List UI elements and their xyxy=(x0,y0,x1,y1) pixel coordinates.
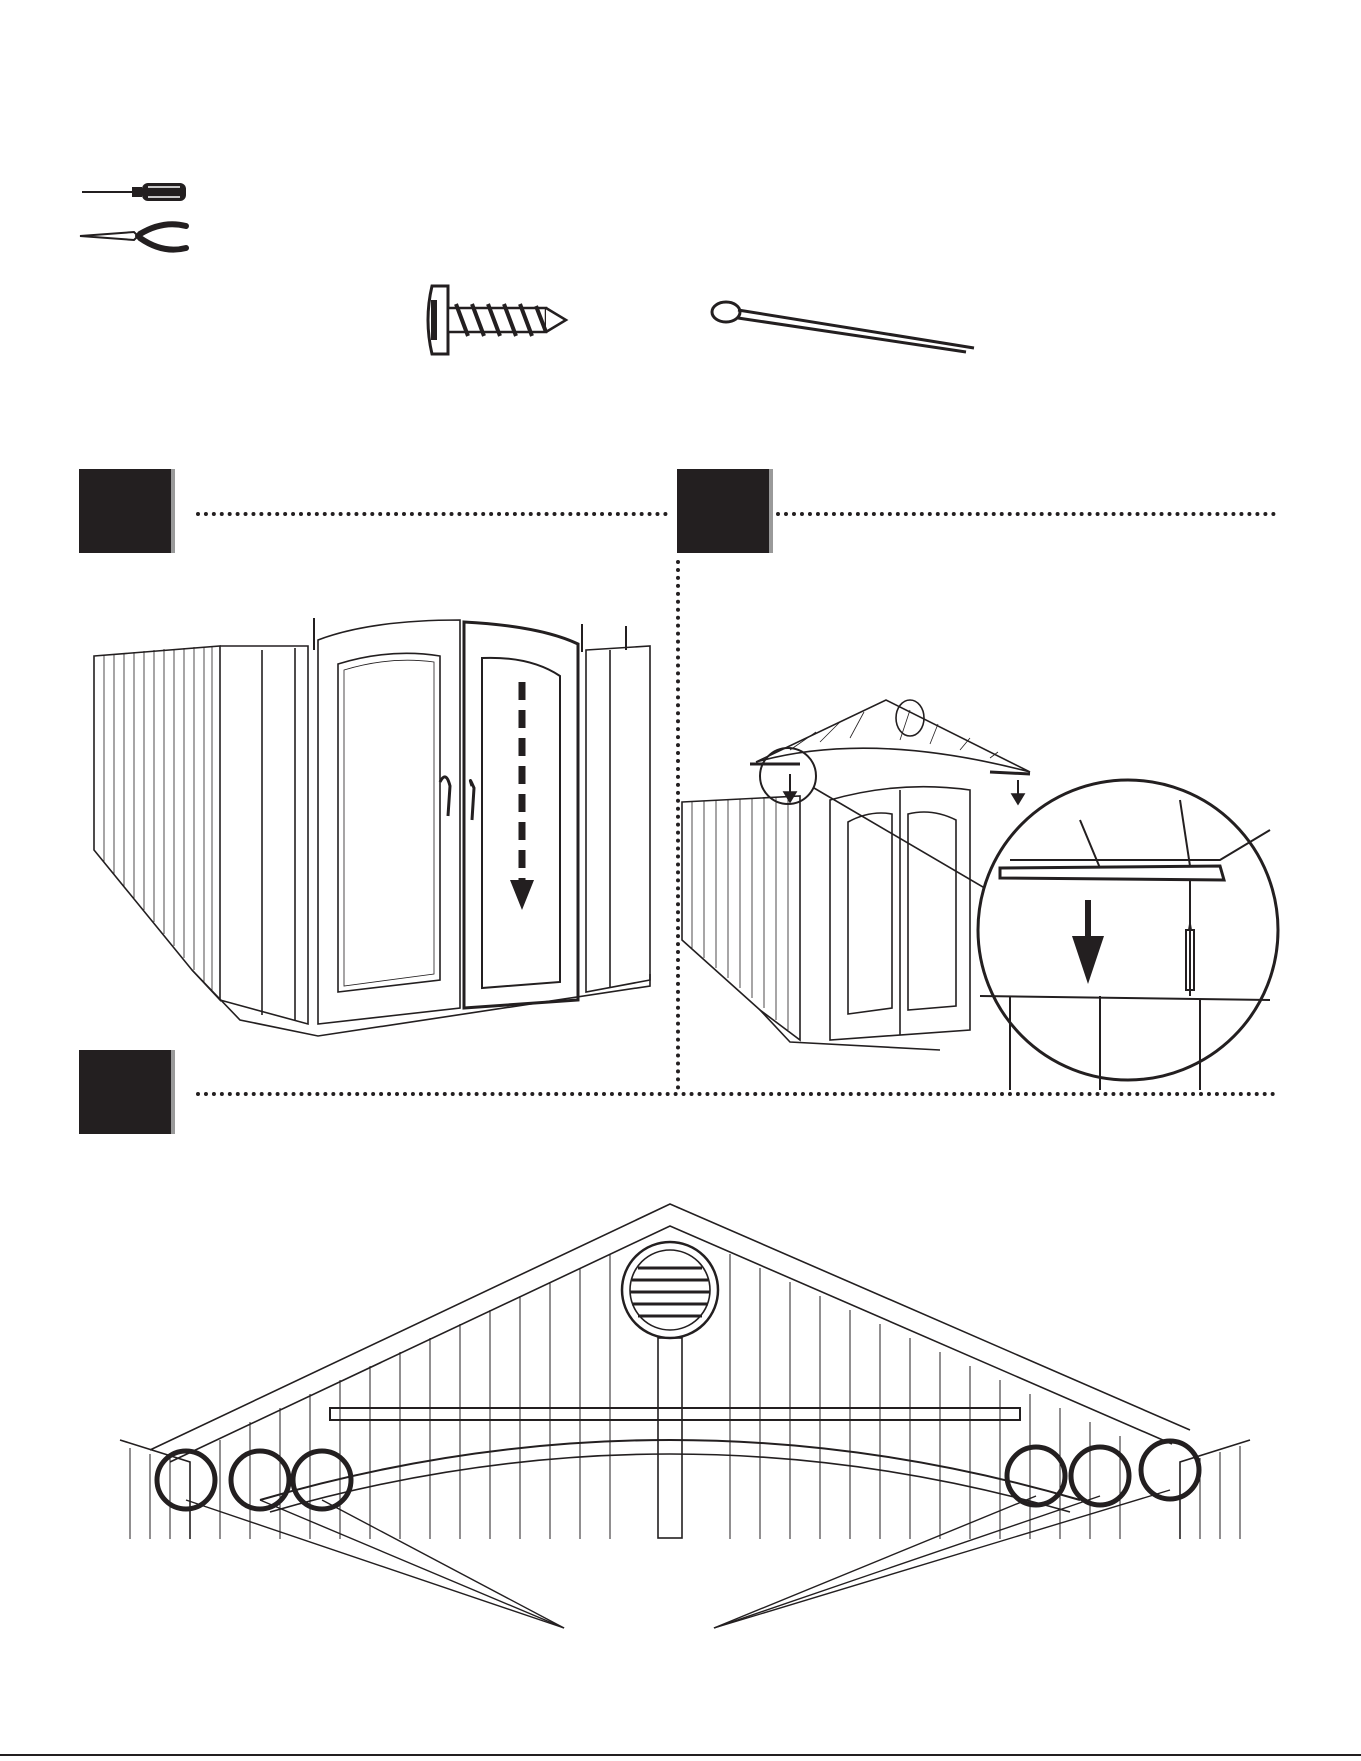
step-2-badge xyxy=(677,469,769,553)
step-1-badge xyxy=(79,469,171,553)
step-3-divider xyxy=(196,1092,1276,1096)
shed-door-close-illustration xyxy=(90,610,670,1060)
step-1-divider xyxy=(196,512,668,516)
gable-placement-illustration xyxy=(680,690,1280,1090)
pliers-icon xyxy=(78,220,193,260)
step-3-badge xyxy=(79,1050,171,1134)
screw-icon xyxy=(424,280,569,360)
gable-screw-locations-illustration xyxy=(110,1200,1260,1630)
step-2-divider xyxy=(776,512,1276,516)
page-bottom-rule xyxy=(0,1754,1361,1756)
screwdriver-icon xyxy=(80,178,190,206)
cotter-pin-icon xyxy=(708,296,978,356)
